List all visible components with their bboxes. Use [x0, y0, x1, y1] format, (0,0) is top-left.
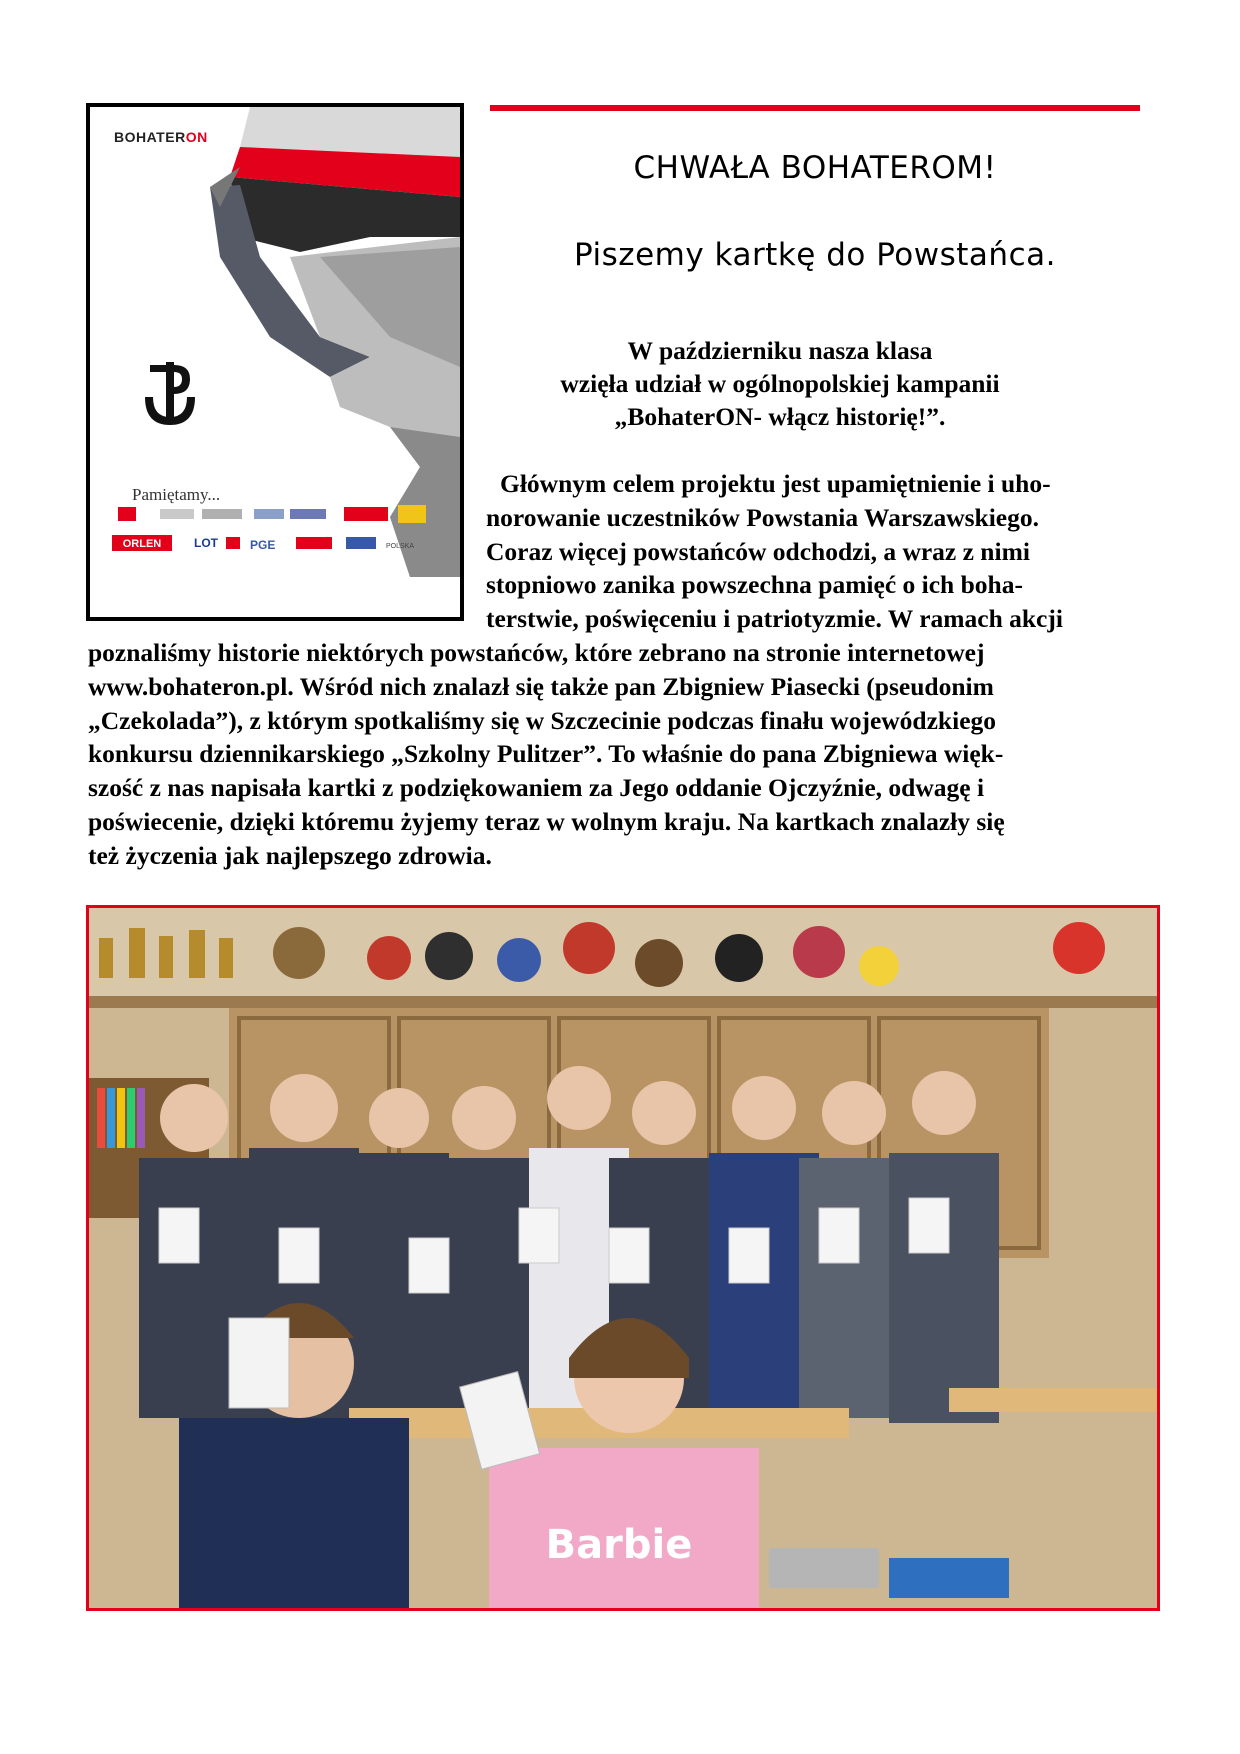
body-line: poświecenie, dzięki któremu żyjemy teraz w wolnym kraju. Na kartkach znalazły się	[88, 806, 1005, 836]
body-line: Głównym celem projektu jest upamiętnienie i uho-	[500, 469, 1051, 498]
svg-text:LOT: LOT	[194, 536, 218, 550]
body-line: stopniowo zanika powszechna pamięć o ich boha-	[486, 570, 1023, 600]
intro-paragraph	[520, 334, 1040, 433]
top-red-rule	[490, 105, 1140, 111]
poster-caption: Pamiętamy...	[132, 485, 221, 504]
class-photo	[86, 905, 1160, 1611]
article-title: CHWAŁA BOHATEROM!	[633, 150, 997, 186]
body-line: terstwie, poświęceniu i patriotyzmie. W ramach akcji	[486, 604, 1063, 634]
svg-text:PGE: PGE	[250, 538, 276, 552]
bohateron-logo: BOHATERON	[114, 129, 208, 145]
kotwica-symbol	[145, 362, 195, 425]
body-line: szość z nas napisała kartki z podziękowaniem za Jego oddanie Ojczyźnie, odwagę i	[88, 773, 985, 803]
body-line: poznaliśmy historie niektórych powstańców, które zebrano na stronie internetowej	[88, 637, 985, 667]
body-line: norowanie uczestników Powstania Warszawskiego.	[486, 502, 1039, 532]
article-subtitle: Piszemy kartkę do Powstańca.	[574, 237, 1056, 273]
body-line: www.bohateron.pl. Wśród nich znalazł się także pan Zbigniew Piasecki (pseudonim	[88, 671, 994, 701]
body-line: Coraz więcej powstańców odchodzi, a wraz z nimi	[486, 536, 1030, 566]
intro-line: wzięła udział w ogólnopolskiej kampanii	[560, 369, 1000, 398]
svg-text:POLSKA: POLSKA	[386, 543, 415, 550]
body-paragraph	[88, 467, 1148, 873]
class-photo-artwork	[89, 908, 1157, 1608]
svg-text:Barbie: Barbie	[545, 1522, 693, 1568]
body-line: „Czekolada”), z którym spotkaliśmy się w Szczecinie podczas finału wojewódzkiego	[88, 705, 997, 735]
intro-line: „BohaterON- włącz historię!”.	[614, 402, 946, 431]
intro-line: W październiku nasza klasa	[627, 336, 933, 365]
body-line: też życzenia jak najlepszego zdrowia.	[88, 840, 492, 870]
body-line: konkursu dziennikarskiego „Szkolny Pulitzer”. To właśnie do pana Zbigniewa więk-	[88, 739, 1004, 769]
svg-text:ORLEN: ORLEN	[122, 538, 162, 550]
